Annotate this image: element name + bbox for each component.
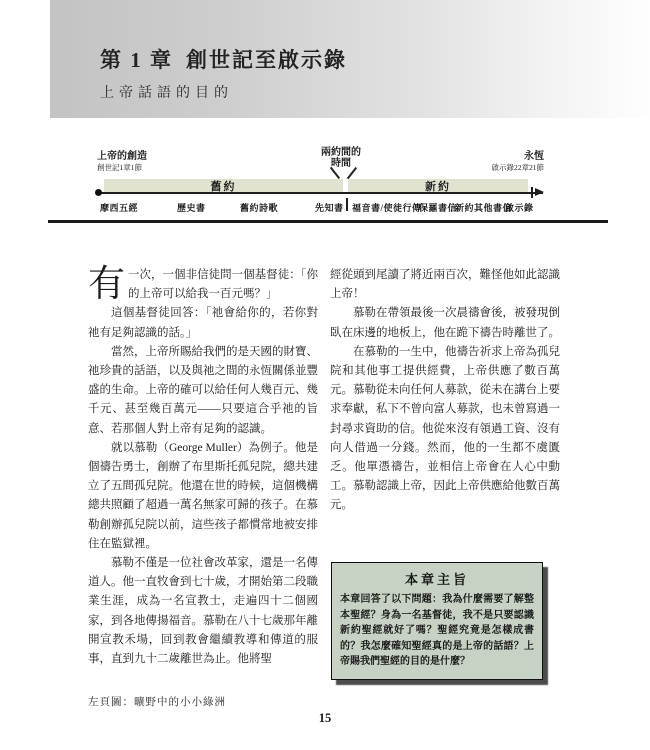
timeline-divider-tick: [346, 198, 348, 211]
timeline-section-poetry: 舊約詩歌: [240, 203, 279, 213]
paragraph: 就以慕勒（George Muller）為例子。他是個禱告勇士，創辦了布里斯托孤兒院，總共建立了五間孤兒院。他還在世的時候，這個機構總共照顧了超過一萬名無家可歸的孩子。在慕勒創辦孤兒院以前，這些孩子都慣常地被安排住在監獄裡。: [88, 441, 318, 550]
timeline-start-reference: 創世記1章1節: [97, 163, 142, 172]
timeline-mid-line2: 時間: [331, 158, 351, 169]
header-divider-rule: [48, 220, 608, 223]
chapter-number: 第 1 章: [100, 48, 173, 72]
paragraph-text: 一次，一個非信徒問一個基督徒：「你的上帝可以給我一百元嗎？」: [128, 269, 318, 301]
paragraph: 當然，上帝所賜給我們的是天國的財寶、祂珍貴的話語，以及與祂之間的永恆關係並豐盛的生命。上帝的確可以給任何人幾百元、幾千元、甚至幾百萬元——只要這合乎祂的旨意、若那個人對上帝有足夠的認識。: [88, 345, 318, 435]
page-number: 15: [318, 711, 332, 725]
paragraph: 慕勒不僅是一位社會改革家，還是一名傳道人。他一直牧會到七十歲，才開始第二段職業生涯，成為一名宣教士，走遍四十二個國家，到各地傳揚福音。慕勒在八十七歲那年離開宣教禾場，回到教會繼續教導和傳道的服事，直到九十二歲離世為止。他將聖: [88, 557, 318, 666]
left-text-column: [88, 266, 318, 669]
timeline-mid-line1: 兩約間的: [321, 147, 361, 158]
timeline-intertestamental-label: [299, 147, 383, 169]
timeline-section-pentateuch: 摩西五經: [100, 203, 139, 213]
timeline-section-prophets: 先知書: [315, 203, 344, 213]
paragraph: 這個基督徒回答：「祂會給你的，若你對祂有足夠認識的話。」: [88, 307, 318, 339]
timeline-end-title: 永恆: [524, 151, 544, 162]
chapter-title-text: 創世記至啟示錄: [186, 48, 347, 72]
theme-box-text: 本章回答了以下問題：我為什麼需要了解整本聖經？身為一名基督徒，我不是只要認識新約聖經就好了嗎？聖經究竟是怎樣成書的？我怎麼確知聖經真的是上帝的話語？上帝賜我們聖經的目的是什麼？: [340, 594, 534, 668]
timeline-start-dot-icon: [95, 189, 102, 196]
timeline-end-label: [492, 151, 545, 172]
timeline-end-tick: [531, 187, 533, 198]
old-testament-bar: [104, 179, 343, 192]
timeline-axis: [99, 192, 543, 194]
photo-caption: 左頁圖：曠野中的小小綠洲: [88, 697, 226, 708]
right-text-column: [330, 266, 560, 516]
old-testament-bar-label: 舊約: [210, 180, 237, 193]
paragraph: 慕勒在帶領最後一次晨禱會後，被發現倒臥在床邊的地板上，他在跪下禱告時離世了。: [330, 307, 560, 339]
timeline-section-other-epistles: 新約其他書信: [455, 203, 513, 213]
paragraph: 經從頭到尾讀了將近兩百次，難怪他如此認識上帝！: [330, 269, 560, 301]
timeline-end-reference: 啟示錄22章21節: [491, 163, 544, 172]
new-testament-bar: [348, 179, 528, 192]
timeline-start-title: 上帝的創造: [97, 151, 147, 162]
chapter-theme-box: [331, 562, 543, 680]
timeline-section-gospels-acts: 福音書/使徒行傳: [352, 203, 422, 213]
chapter-subtitle: 上帝話語的目的: [100, 86, 233, 101]
new-testament-bar-label: 新約: [425, 180, 451, 193]
theme-box-title: 本章主旨: [404, 572, 469, 587]
timeline-start-label: [97, 151, 147, 172]
paragraph: 在慕勒的一生中，他禱告祈求上帝為孤兒院和其他事工提供經費，上帝供應了數百萬元。慕勒從未向任何人募款，從未在講台上要求奉獻，私下不曾向富人募款，也未曾寫過一封尋求資助的信。他從來沒有領過工資、沒有向人借過一分錢。然而，他的一生都不虞匱乏。他單憑禱告，並相信上帝會在人心中動工。慕勒認識上帝，因此上帝供應給他數百萬元。: [330, 345, 560, 512]
timeline-arrow-icon: [535, 188, 544, 196]
timeline-section-pauline-epistles: 保羅書信: [419, 203, 458, 213]
paragraph: [88, 266, 318, 304]
drop-cap: 有: [88, 264, 125, 305]
timeline-section-revelation: 啟示錄: [505, 203, 534, 213]
bible-timeline-diagram: [0, 0, 650, 230]
timeline-section-history: 歷史書: [177, 203, 206, 213]
